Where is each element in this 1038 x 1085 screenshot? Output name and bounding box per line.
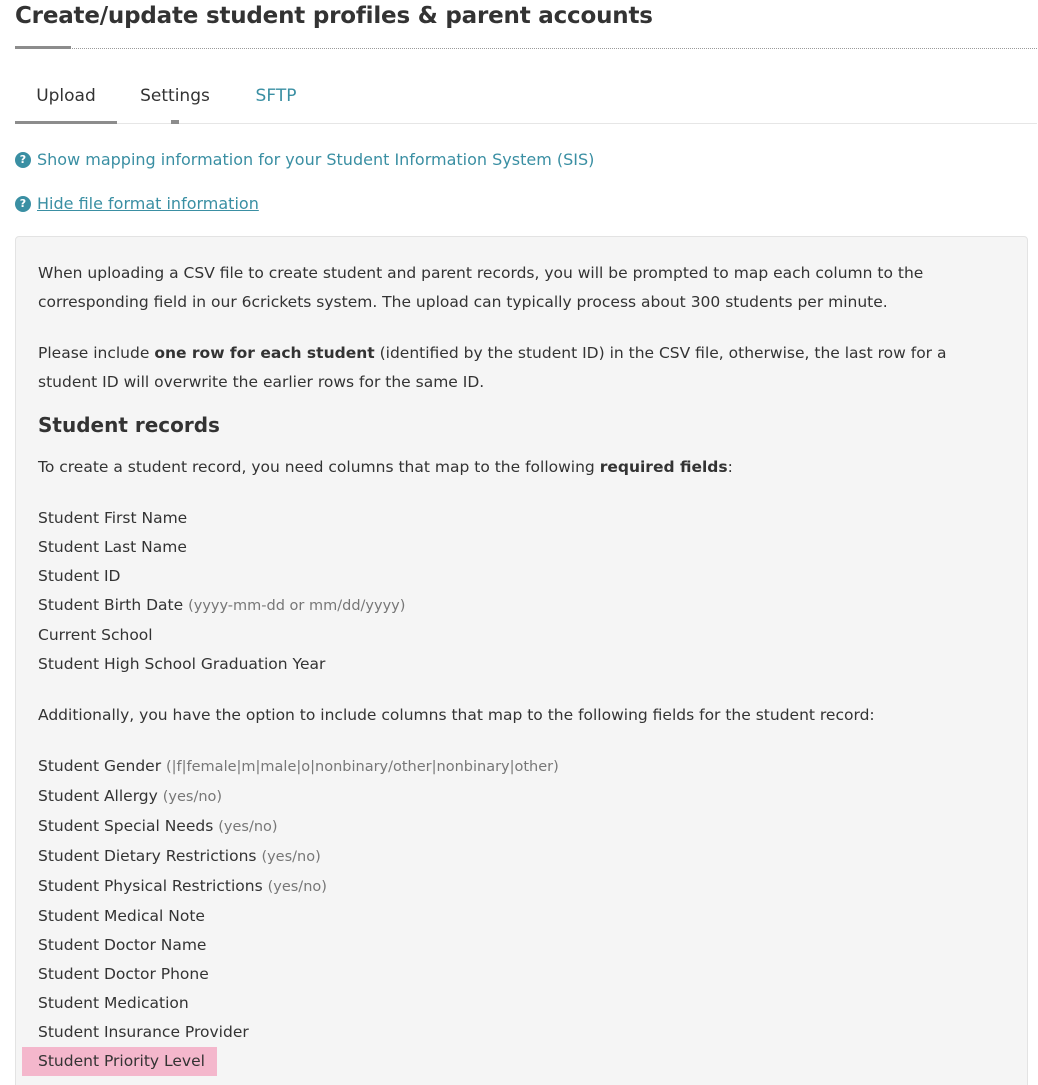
- field-label: Student Insurance Provider: [38, 1023, 249, 1041]
- show-mapping-link[interactable]: [15, 150, 594, 169]
- tab-settings-marker: [171, 120, 179, 124]
- required-intro-bold: required fields: [599, 458, 728, 476]
- field-note: (yes/no): [162, 789, 223, 805]
- file-format-info-panel: [15, 236, 1028, 1085]
- list-item-highlighted: [38, 1047, 1005, 1076]
- show-mapping-link-text: Show mapping information for your Student Information System (SIS): [37, 150, 595, 169]
- list-item: [38, 931, 1005, 960]
- list-item: [38, 782, 1005, 812]
- tab-settings-label: Settings: [140, 86, 210, 106]
- list-item: [38, 812, 1005, 842]
- question-circle-icon: ?: [15, 152, 31, 168]
- list-item: [38, 872, 1005, 902]
- list-item: [38, 562, 1005, 591]
- list-item: [38, 591, 1005, 621]
- field-label: Student First Name: [38, 509, 188, 527]
- field-note: (yes/no): [267, 879, 327, 895]
- required-fields-list: [38, 504, 1005, 679]
- field-label: Student Gender: [38, 757, 162, 775]
- row-note-after: (identified by the student ID) in the CSV file, otherwise, the last row for a student ID will overwrite the earlier rows for the same ID.: [38, 344, 947, 391]
- required-intro: [38, 453, 1005, 482]
- field-label: Student Doctor Name: [38, 936, 207, 954]
- tab-sftp[interactable]: [243, 76, 309, 123]
- field-label: Student Physical Restrictions: [38, 877, 263, 895]
- student-records-heading: Student records: [38, 413, 220, 437]
- question-circle-icon: ?: [15, 196, 31, 212]
- field-note: (yes/no): [218, 819, 278, 835]
- hide-file-format-link-text: Hide file format information: [37, 194, 259, 213]
- tab-bar: [15, 76, 1037, 124]
- list-item: [38, 533, 1005, 562]
- list-item: [38, 1018, 1005, 1047]
- field-label: Student Allergy: [38, 787, 158, 805]
- required-intro-before: To create a student record, you need columns that map to the following: [38, 458, 600, 476]
- field-label: Student Dietary Restrictions: [38, 847, 257, 865]
- list-item: [38, 960, 1005, 989]
- page-title: Create/update student profiles & parent accounts: [15, 3, 653, 29]
- title-divider: [15, 48, 1037, 49]
- title-accent-bar: [15, 46, 71, 49]
- row-note-bold: one row for each student: [154, 344, 375, 362]
- list-item: [38, 621, 1005, 650]
- intro-paragraph: When uploading a CSV file to create student and parent records, you will be prompted to map each column to the corresponding field in our 6crickets system. The upload can typically process about 300 students per minute.: [38, 264, 924, 311]
- field-label: Student ID: [38, 567, 121, 585]
- field-label: Student Birth Date: [38, 596, 184, 614]
- list-item: [38, 902, 1005, 931]
- list-item: [38, 650, 1005, 679]
- field-label: Student Special Needs: [38, 817, 214, 835]
- tab-settings[interactable]: [135, 76, 215, 123]
- tab-upload[interactable]: [15, 76, 117, 123]
- row-note-paragraph: [38, 339, 1005, 397]
- field-note: (yyyy-mm-dd or mm/dd/yyyy): [188, 598, 406, 614]
- field-label: Student Medication: [38, 994, 189, 1012]
- active-tab-indicator: [15, 121, 117, 124]
- field-note: (yes/no): [261, 849, 321, 865]
- field-label: Student Last Name: [38, 538, 187, 556]
- tab-upload-label: Upload: [36, 86, 96, 106]
- highlighted-field-label: Student Priority Level: [22, 1047, 217, 1076]
- row-note-before: Please include: [38, 344, 155, 362]
- hide-file-format-link[interactable]: [15, 194, 259, 213]
- field-label: Student Doctor Phone: [38, 965, 209, 983]
- list-item: [38, 989, 1005, 1018]
- optional-fields-list: [38, 752, 1005, 1076]
- field-note: (|f|female|m|male|o|nonbinary/other|nonbinary|other): [166, 759, 559, 775]
- list-item: [38, 504, 1005, 533]
- optional-intro: Additionally, you have the option to include columns that map to the following fields for the student record:: [38, 706, 875, 724]
- tab-sftp-label: SFTP: [255, 86, 297, 106]
- field-label: Current School: [38, 626, 153, 644]
- list-item: [38, 842, 1005, 872]
- required-intro-after: :: [727, 458, 733, 476]
- field-label: Student High School Graduation Year: [38, 655, 326, 673]
- field-label: Student Medical Note: [38, 907, 205, 925]
- list-item: [38, 752, 1005, 782]
